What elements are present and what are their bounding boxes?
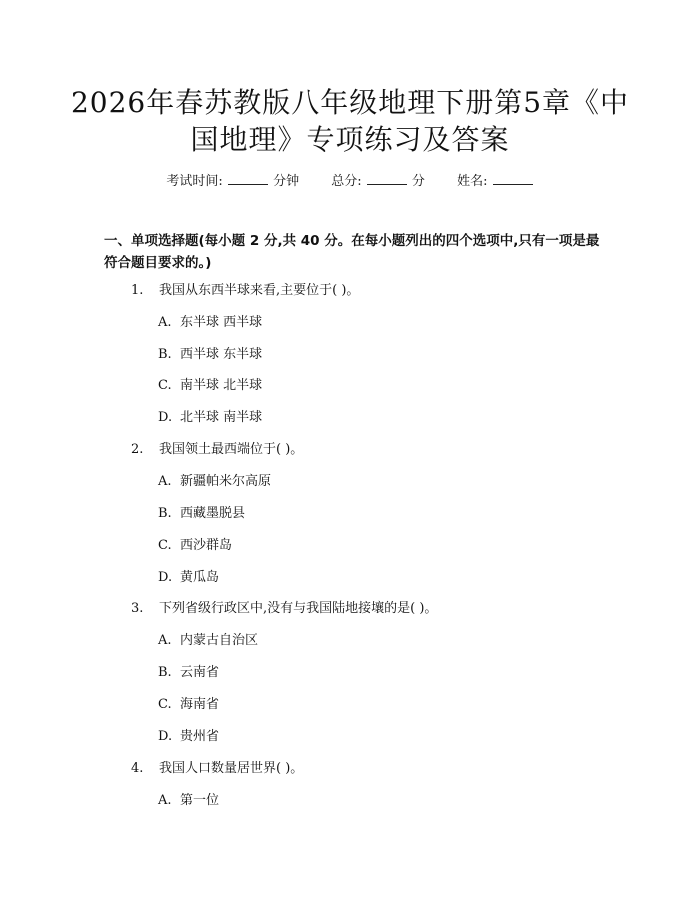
option-letter: A. bbox=[158, 474, 172, 489]
question-2 bbox=[131, 441, 303, 459]
question-text: 下列省级行政区中,没有与我国陆地接壤的是( )。 bbox=[159, 601, 438, 616]
option-text: 西沙群岛 bbox=[180, 538, 233, 553]
question-text: 我国领土最西端位于( )。 bbox=[159, 442, 304, 457]
option-letter: D. bbox=[158, 729, 173, 744]
option-letter: C. bbox=[158, 378, 172, 393]
option-2a[interactable] bbox=[158, 473, 271, 491]
option-text: 西半球 东半球 bbox=[180, 347, 263, 362]
question-text: 我国从东西半球来看,主要位于( )。 bbox=[159, 283, 360, 298]
option-1b[interactable] bbox=[158, 346, 262, 364]
exam-time-label: 考试时间: bbox=[166, 174, 223, 189]
question-number: 2. bbox=[131, 442, 144, 457]
option-1d[interactable] bbox=[158, 409, 262, 427]
student-name-label: 姓名: bbox=[457, 174, 488, 189]
question-4 bbox=[131, 760, 303, 778]
exam-time-blank[interactable] bbox=[228, 172, 268, 185]
option-letter: B. bbox=[158, 665, 172, 680]
option-text: 南半球 北半球 bbox=[180, 378, 263, 393]
option-1a[interactable] bbox=[158, 314, 262, 332]
option-2b[interactable] bbox=[158, 505, 245, 523]
total-score-blank[interactable] bbox=[367, 172, 407, 185]
student-name bbox=[457, 170, 534, 189]
option-text: 黄瓜岛 bbox=[180, 570, 220, 585]
section-heading: 一、单项选择题(每小题 2 分,共 40 分。在每小题列出的四个选项中,只有一项是最符合题目要求的。) bbox=[104, 233, 600, 271]
option-text: 新疆帕米尔高原 bbox=[180, 474, 272, 489]
option-text: 海南省 bbox=[180, 697, 220, 712]
option-letter: A. bbox=[158, 793, 172, 808]
option-text: 贵州省 bbox=[180, 729, 220, 744]
total-score-unit: 分 bbox=[411, 174, 425, 189]
option-letter: B. bbox=[158, 506, 172, 521]
exam-time bbox=[166, 170, 299, 189]
total-score-label: 总分: bbox=[331, 174, 362, 189]
option-text: 云南省 bbox=[180, 665, 220, 680]
option-3a[interactable] bbox=[158, 632, 258, 650]
option-text: 第一位 bbox=[180, 793, 220, 808]
option-1c[interactable] bbox=[158, 377, 262, 395]
option-3d[interactable] bbox=[158, 728, 219, 746]
option-text: 内蒙古自治区 bbox=[180, 633, 259, 648]
option-3c[interactable] bbox=[158, 696, 219, 714]
option-3b[interactable] bbox=[158, 664, 219, 682]
option-2c[interactable] bbox=[158, 537, 232, 555]
option-letter: C. bbox=[158, 538, 172, 553]
option-text: 西藏墨脱县 bbox=[180, 506, 246, 521]
exam-time-unit: 分钟 bbox=[273, 174, 300, 189]
question-number: 4. bbox=[131, 761, 144, 776]
option-4a[interactable] bbox=[158, 792, 219, 810]
option-letter: C. bbox=[158, 697, 172, 712]
option-text: 北半球 南半球 bbox=[180, 410, 263, 425]
page-title-line-2: 国地理》专项练习及答案 bbox=[190, 123, 510, 156]
student-name-blank[interactable] bbox=[493, 172, 533, 185]
option-letter: D. bbox=[158, 570, 173, 585]
option-letter: A. bbox=[158, 633, 172, 648]
question-number: 1. bbox=[131, 283, 144, 298]
option-text: 东半球 西半球 bbox=[180, 315, 263, 330]
option-letter: D. bbox=[158, 410, 173, 425]
exam-meta-row bbox=[0, 170, 700, 189]
question-number: 3. bbox=[131, 601, 144, 616]
total-score bbox=[331, 170, 425, 189]
option-letter: B. bbox=[158, 347, 172, 362]
question-3 bbox=[131, 600, 437, 618]
option-letter: A. bbox=[158, 315, 172, 330]
page-title-line-1: 2026年春苏教版八年级地理下册第5章《中 bbox=[70, 86, 630, 119]
option-2d[interactable] bbox=[158, 569, 219, 587]
question-1 bbox=[131, 282, 359, 300]
question-text: 我国人口数量居世界( )。 bbox=[159, 761, 304, 776]
